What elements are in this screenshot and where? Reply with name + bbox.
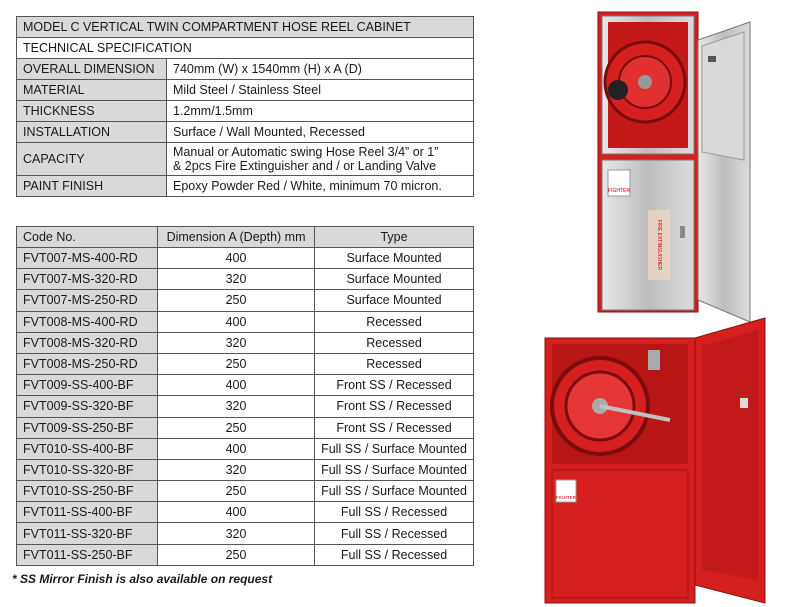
- spec-label: INSTALLATION: [17, 122, 167, 143]
- depth-cell: 250: [157, 544, 314, 565]
- table-row: [17, 459, 474, 480]
- code-table-header: [17, 227, 474, 248]
- spec-row: [17, 80, 474, 101]
- top-extinguisher-label: FIRE EXTINGUISHER: [656, 219, 662, 271]
- spec-subtitle: TECHNICAL SPECIFICATION: [17, 38, 474, 59]
- type-cell: Full SS / Recessed: [315, 502, 474, 523]
- spec-title: MODEL C VERTICAL TWIN COMPARTMENT HOSE REEL CABINET: [17, 17, 474, 38]
- footnote: * SS Mirror Finish is also available on request: [12, 572, 273, 586]
- type-cell: Full SS / Surface Mounted: [315, 481, 474, 502]
- code-cell: FVT011-SS-250-BF: [17, 544, 158, 565]
- spec-label: THICKNESS: [17, 101, 167, 122]
- depth-cell: 250: [157, 290, 314, 311]
- type-cell: Surface Mounted: [315, 290, 474, 311]
- type-cell: Front SS / Recessed: [315, 417, 474, 438]
- code-cell: FVT007-MS-400-RD: [17, 248, 158, 269]
- column-header-depth: Dimension A (Depth) mm: [157, 227, 314, 248]
- type-cell: Front SS / Recessed: [315, 375, 474, 396]
- type-cell: Full SS / Recessed: [315, 544, 474, 565]
- depth-cell: 320: [157, 332, 314, 353]
- depth-cell: 320: [157, 459, 314, 480]
- door-handle-icon: [708, 56, 716, 62]
- depth-cell: 320: [157, 269, 314, 290]
- table-row: [17, 417, 474, 438]
- spec-value: 1.2mm/1.5mm: [167, 101, 474, 122]
- table-row: [17, 353, 474, 374]
- top-brand-logo: FIGHTER: [608, 188, 630, 194]
- table-row: [17, 248, 474, 269]
- code-cell: FVT009-SS-320-BF: [17, 396, 158, 417]
- depth-cell: 250: [157, 417, 314, 438]
- type-cell: Full SS / Surface Mounted: [315, 438, 474, 459]
- code-cell: FVT009-SS-400-BF: [17, 375, 158, 396]
- depth-cell: 250: [157, 353, 314, 374]
- depth-cell: 400: [157, 502, 314, 523]
- type-cell: Surface Mounted: [315, 248, 474, 269]
- table-row: [17, 502, 474, 523]
- table-row: [17, 332, 474, 353]
- code-cell: FVT009-SS-250-BF: [17, 417, 158, 438]
- spec-value: [167, 143, 474, 176]
- code-cell: FVT008-MS-400-RD: [17, 311, 158, 332]
- spec-value: 740mm (W) x 1540mm (H) x A (D): [167, 59, 474, 80]
- spec-row: [17, 122, 474, 143]
- type-cell: Full SS / Surface Mounted: [315, 459, 474, 480]
- code-cell: FVT008-MS-320-RD: [17, 332, 158, 353]
- door-handle-icon: [740, 398, 748, 408]
- type-cell: Recessed: [315, 332, 474, 353]
- column-header-code: Code No.: [17, 227, 158, 248]
- spec-label: MATERIAL: [17, 80, 167, 101]
- table-row: [17, 438, 474, 459]
- spec-label: OVERALL DIMENSION: [17, 59, 167, 80]
- code-cell: FVT007-MS-250-RD: [17, 290, 158, 311]
- table-row: [17, 290, 474, 311]
- spec-row: [17, 176, 474, 197]
- depth-cell: 320: [157, 396, 314, 417]
- column-header-type: Type: [315, 227, 474, 248]
- code-cell: FVT010-SS-250-BF: [17, 481, 158, 502]
- spec-table: [16, 16, 474, 197]
- code-cell: FVT007-MS-320-RD: [17, 269, 158, 290]
- spec-value: Surface / Wall Mounted, Recessed: [167, 122, 474, 143]
- table-row: [17, 375, 474, 396]
- depth-cell: 400: [157, 248, 314, 269]
- type-cell: Full SS / Recessed: [315, 523, 474, 544]
- table-row: [17, 269, 474, 290]
- spec-value: Mild Steel / Stainless Steel: [167, 80, 474, 101]
- depth-cell: 400: [157, 311, 314, 332]
- capacity-line-2: & 2pcs Fire Extinguisher and / or Landing Valve: [173, 159, 437, 173]
- code-table: [16, 226, 474, 566]
- code-cell: FVT011-SS-320-BF: [17, 523, 158, 544]
- table-row: [17, 311, 474, 332]
- table-row: [17, 523, 474, 544]
- bottom-brand-logo: FIGHTER: [556, 495, 576, 500]
- capacity-line-1: Manual or Automatic swing Hose Reel 3/4” or 1”: [173, 145, 439, 159]
- table-row: [17, 481, 474, 502]
- lock-icon: [680, 226, 685, 238]
- spec-row: [17, 143, 474, 176]
- type-cell: Surface Mounted: [315, 269, 474, 290]
- cabinet-photo-red: [540, 310, 800, 607]
- depth-cell: 400: [157, 375, 314, 396]
- type-cell: Front SS / Recessed: [315, 396, 474, 417]
- code-cell: FVT011-SS-400-BF: [17, 502, 158, 523]
- depth-cell: 250: [157, 481, 314, 502]
- spec-row: [17, 59, 474, 80]
- depth-cell: 400: [157, 438, 314, 459]
- table-row: [17, 544, 474, 565]
- spec-value: Epoxy Powder Red / White, minimum 70 micron.: [167, 176, 474, 197]
- code-cell: FVT008-MS-250-RD: [17, 353, 158, 374]
- code-cell: FVT010-SS-320-BF: [17, 459, 158, 480]
- spec-row: [17, 101, 474, 122]
- spec-label: CAPACITY: [17, 143, 167, 176]
- depth-cell: 320: [157, 523, 314, 544]
- type-cell: Recessed: [315, 311, 474, 332]
- cabinet-photo-stainless: [530, 0, 790, 330]
- code-cell: FVT010-SS-400-BF: [17, 438, 158, 459]
- table-row: [17, 396, 474, 417]
- spec-label: PAINT FINISH: [17, 176, 167, 197]
- type-cell: Recessed: [315, 353, 474, 374]
